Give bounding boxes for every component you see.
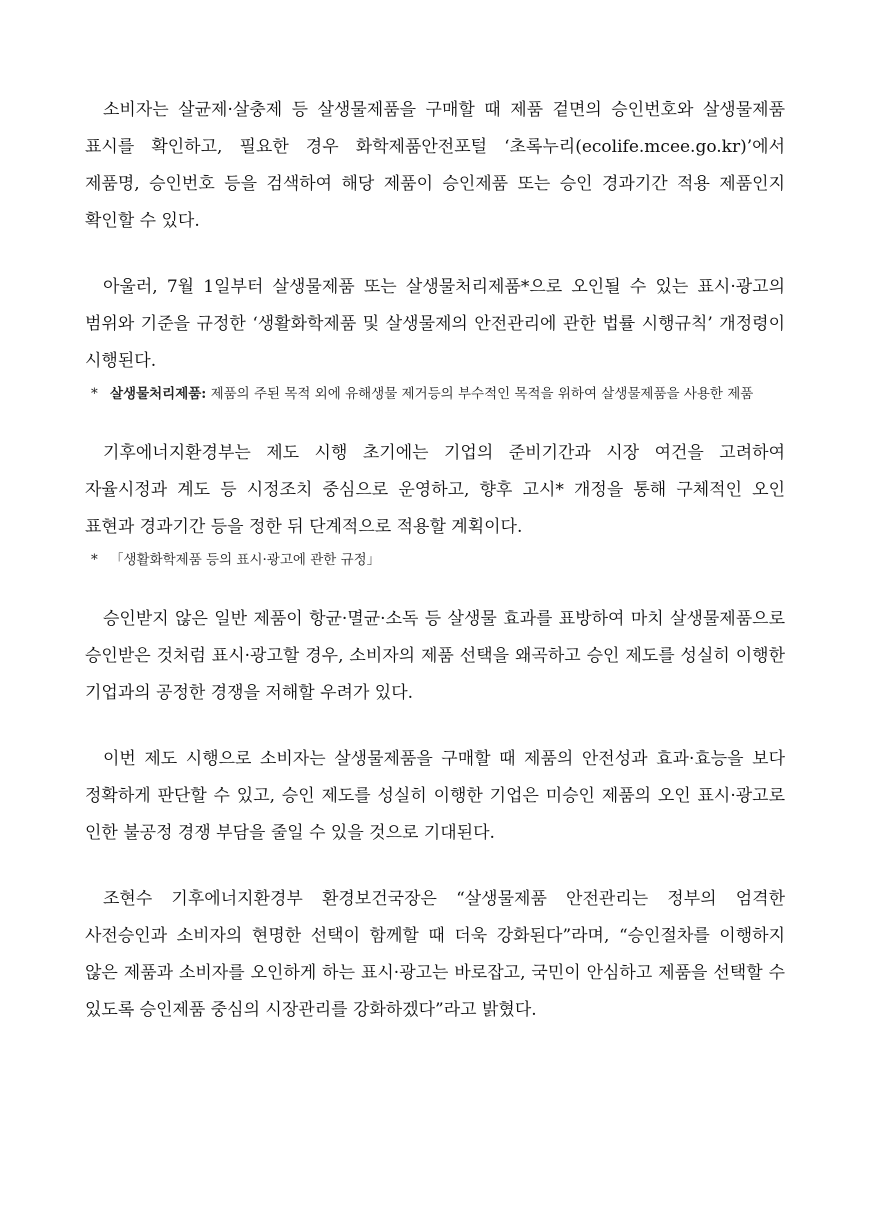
paragraph-director-quote: 조현수 기후에너지환경부 환경보건국장은 “살생물제품 안전관리는 정부의 엄격한 사전승인과 소비자의 현명한 선택이 함께할 때 더욱 강화된다”라며, “승인절차를 이행하지 않은 제품과 소비자를 오인하게 하는 표시·광고는 바로잡고, 국민이 안심하고 제품을 선택할 수 있도록 승인제품 중심의 시장관리를 강화하겠다”라고 밝혔다.: [85, 889, 785, 1020]
footnote-definition: 제품의 주된 목적 외에 유해생물 제거등의 부수적인 목적을 위하여 살생물제품을 사용한 제품: [206, 386, 754, 402]
paragraph-enforcement-rule: 아울러, 7월 1일부터 살생물제품 또는 살생물처리제품*으로 오인될 수 있는 표시·광고의 범위와 기준을 규정한 ‘생활화학제품 및 살생물제의 안전관리에 관한 법률 시행규칙’ 개정령이 시행된다.: [85, 277, 785, 371]
paragraph-expected-effect: 이번 제도 시행으로 소비자는 살생물제품을 구매할 때 제품의 안전성과 효과·효능을 보다 정확하게 판단할 수 있고, 승인 제도를 성실히 이행한 기업은 미승인 제품의 오인 표시·광고로 인한 불공정 경쟁 부담을 줄일 수 있을 것으로 기대된다.: [85, 749, 785, 843]
footnote-mark: *: [91, 552, 98, 568]
footnote-term: 살생물처리제품:: [110, 386, 207, 402]
paragraph-unapproved-products: 승인받지 않은 일반 제품이 항균·멸균·소독 등 살생물 효과를 표방하여 마치 살생물제품으로 승인받은 것처럼 표시·광고할 경우, 소비자의 제품 선택을 왜곡하고 승인 제도를 성실히 이행한 기업과의 공정한 경쟁을 저해할 우려가 있다.: [85, 609, 785, 703]
paragraph-ministry-plan: 기후에너지환경부는 제도 시행 초기에는 기업의 준비기간과 시장 여건을 고려하여 자율시정과 계도 등 시정조치 중심으로 운영하고, 향후 고시* 개정을 통해 구체적인 오인 표현과 경과기간 등을 정한 뒤 단계적으로 적용할 계획이다.: [85, 443, 785, 537]
document-body: [85, 92, 785, 1029]
paragraph-consumer-check: 소비자는 살균제·살충제 등 살생물제품을 구매할 때 제품 겉면의 승인번호와 살생물제품 표시를 확인하고, 필요한 경우 화학제품안전포털 ‘초록누리(ecolife.mcee.go.kr)’에서 제품명, 승인번호 등을 검색하여 해당 제품이 승인제품 또는 승인 경과기간 적용 제품인지 확인할 수 있다.: [85, 100, 785, 231]
footnote-notice-title: 「생활화학제품 등의 표시·광고에 관한 규정」: [110, 552, 381, 568]
footnote-mark: *: [91, 386, 98, 402]
footnote-notice: [85, 549, 785, 572]
footnote-treated-article: [85, 383, 785, 406]
